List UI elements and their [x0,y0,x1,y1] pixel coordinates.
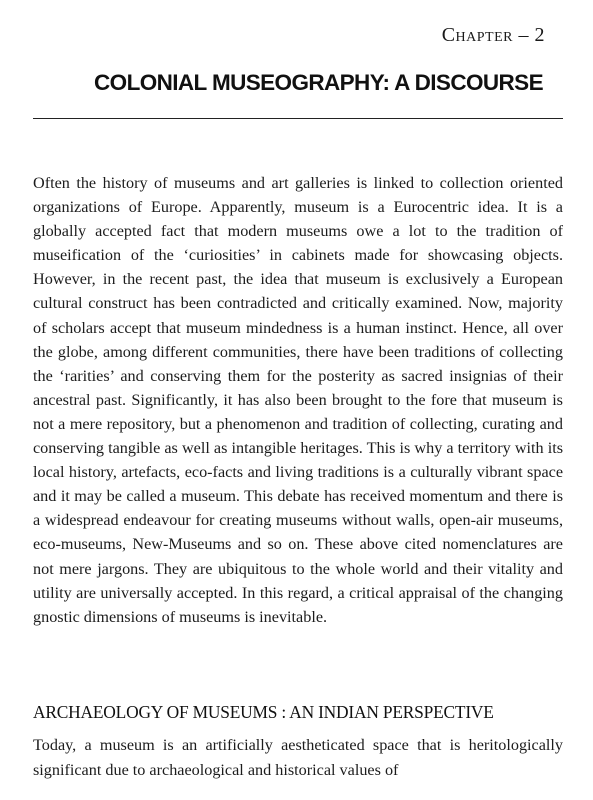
section-heading: ARCHAEOLOGY OF MUSEUMS : AN INDIAN PERSPECTIVE [33,702,494,722]
body-paragraph-continued: Today, a museum is an artificially aestheticated space that is heritologically significant due to archaeological and historical values of [33,736,563,779]
title-divider [33,118,563,119]
chapter-title: COLONIAL MUSEOGRAPHY: A DISCOURSE [94,70,543,95]
body-paragraph: Often the history of museums and art galleries is linked to collection oriented organizations of Europe. Apparently, museum is a Eurocentric idea. It is a globally accepted fact that modern museums owe a lot to the tradition of museification of the ‘curiosities’ in cabinets made for showcasing objects. However, in the recent past, the idea that museum is exclusively a European cultural construct has been contradicted and critically examined. Now, majority of scholars accept that museum mindedness is a human instinct. Hence, all over the globe, among different communities, there have been traditions of collecting the ‘rarities’ and conserving them for the posterity as sacred insignias of their ancestral past. Significantly, it has also been brought to the fore that museum is not a mere repository, but a phenomenon and tradition of collecting, curating and conserving tangible as well as intangible heritages. This is why a territory with its local history, artefacts, eco-facts and living traditions is a culturally vibrant space and it may be called a museum. This debate has received momentum and there is a widespread endeavour for creating museums without walls, open-air museums, eco-museums, New-Museums and so on. These above cited nomenclatures are not mere jargons. They are ubiquitous to the whole world and their vitality and utility are universally accepted. In this regard, a critical appraisal of the changing gnostic dimensions of museums is inevitable. [33,174,563,626]
chapter-label: Chapter – 2 [441,24,545,46]
